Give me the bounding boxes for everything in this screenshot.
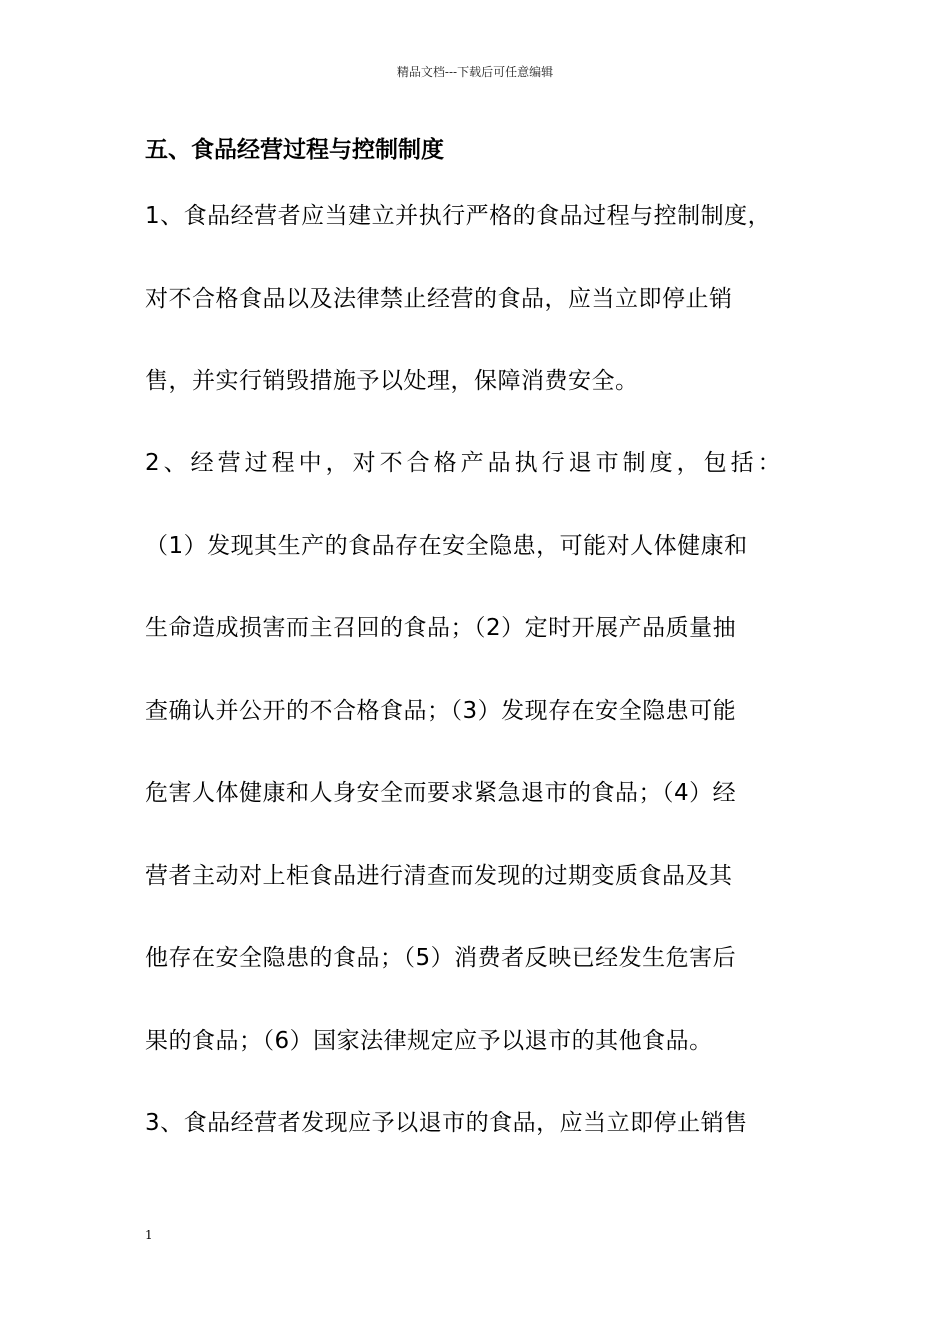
paragraph-line-9: 营者主动对上柜食品进行清查而发现的过期变质食品及其 <box>145 863 733 889</box>
paragraph-line-5: （1）发现其生产的食品存在安全隐患，可能对人体健康和 <box>145 533 748 559</box>
paragraph-line-8: 危害人体健康和人身安全而要求紧急退市的食品；（4）经 <box>145 780 737 806</box>
paragraph-line-7: 查确认并公开的不合格食品；（3）发现存在安全隐患可能 <box>145 698 737 724</box>
paragraph-line-3: 售，并实行销毁措施予以处理，保障消费安全。 <box>145 368 639 394</box>
page-number: 1 <box>145 1228 153 1242</box>
paragraph-line-1: 1、食品经营者应当建立并执行严格的食品过程与控制制度， <box>145 203 772 229</box>
paragraph-line-6: 生命造成损害而主召回的食品；（2）定时开展产品质量抽 <box>145 615 737 641</box>
paragraph-line-11: 果的食品；（6）国家法律规定应予以退市的其他食品。 <box>145 1028 713 1054</box>
page-header: 精品文档---下载后可任意编辑 <box>396 65 554 79</box>
paragraph-line-4: 2、经营过程中，对不合格产品执行退市制度，包括： <box>145 450 785 476</box>
paragraph-line-2: 对不合格食品以及法律禁止经营的食品，应当立即停止销 <box>145 286 733 312</box>
section-title: 五、食品经营过程与控制制度 <box>145 137 444 163</box>
paragraph-line-10: 他存在安全隐患的食品；（5）消费者反映已经发生危害后 <box>145 945 737 971</box>
paragraph-line-12: 3、食品经营者发现应予以退市的食品，应当立即停止销售 <box>145 1110 748 1136</box>
